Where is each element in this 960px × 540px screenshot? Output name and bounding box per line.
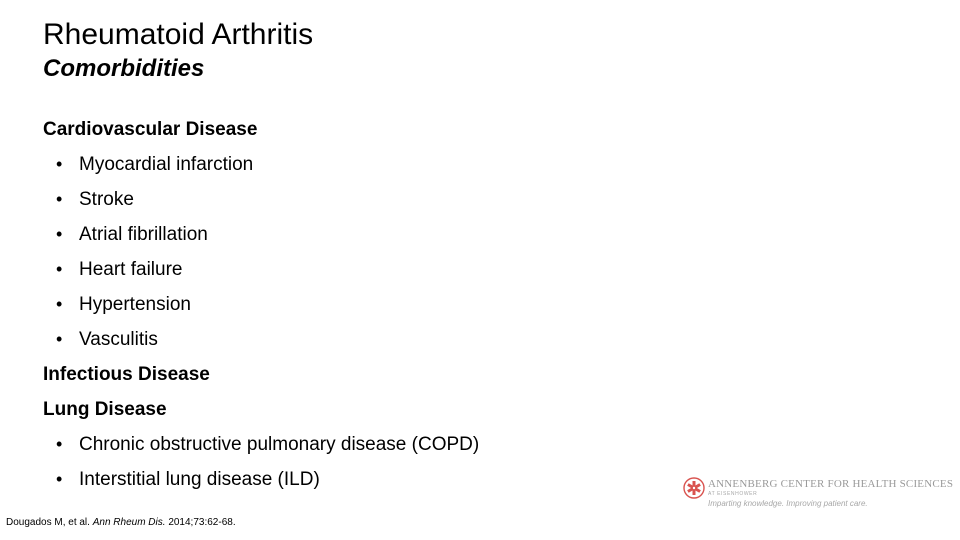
list-item [43, 147, 683, 182]
citation-authors: Dougados M, et al. [6, 517, 90, 528]
list-item-text: Hypertension [79, 294, 191, 315]
list-item-text: Chronic obstructive pulmonary disease (COPD) [79, 434, 480, 455]
section-lung [43, 392, 683, 497]
bullet-icon: • [56, 329, 63, 349]
bullet-icon: • [56, 224, 63, 244]
list-item-text: Stroke [79, 189, 134, 210]
bullet-icon: • [56, 434, 63, 454]
list-item-text: Myocardial infarction [79, 154, 254, 175]
bullet-icon: • [56, 189, 63, 209]
citation [6, 516, 236, 530]
section-heading: Infectious Disease [43, 364, 210, 385]
list-item [43, 182, 683, 217]
logo-tagline: Imparting knowledge. Improving patient care. [708, 499, 868, 508]
list-item [43, 322, 683, 357]
section-infectious [43, 357, 683, 392]
list-item [43, 217, 683, 252]
slide-body [43, 112, 683, 497]
bullet-list [43, 147, 683, 357]
section-heading: Lung Disease [43, 399, 167, 420]
bullet-icon: • [56, 154, 63, 174]
bullet-icon: • [56, 294, 63, 314]
list-item [43, 287, 683, 322]
logo-sub: AT EISENHOWER [708, 491, 758, 497]
list-item-text: Atrial fibrillation [79, 224, 208, 245]
bullet-icon: • [56, 469, 63, 489]
annenberg-logo [683, 476, 954, 512]
citation-details: 2014;73:62-68. [168, 517, 236, 528]
bullet-list [43, 427, 683, 497]
list-item-text: Interstitial lung disease (ILD) [79, 469, 320, 490]
citation-journal: Ann Rheum Dis. [92, 517, 166, 528]
list-item [43, 462, 683, 497]
list-item-text: Vasculitis [79, 329, 158, 350]
list-item [43, 252, 683, 287]
slide-subtitle: Comorbidities [43, 55, 205, 82]
section-heading: Cardiovascular Disease [43, 119, 258, 140]
slide-title: Rheumatoid Arthritis [43, 18, 314, 51]
bullet-icon: • [56, 259, 63, 279]
star-of-life-icon [683, 477, 705, 499]
list-item [43, 427, 683, 462]
logo-name: ANNENBERG CENTER FOR HEALTH SCIENCES [708, 478, 954, 490]
section-cardiovascular [43, 112, 683, 357]
list-item-text: Heart failure [79, 259, 183, 280]
